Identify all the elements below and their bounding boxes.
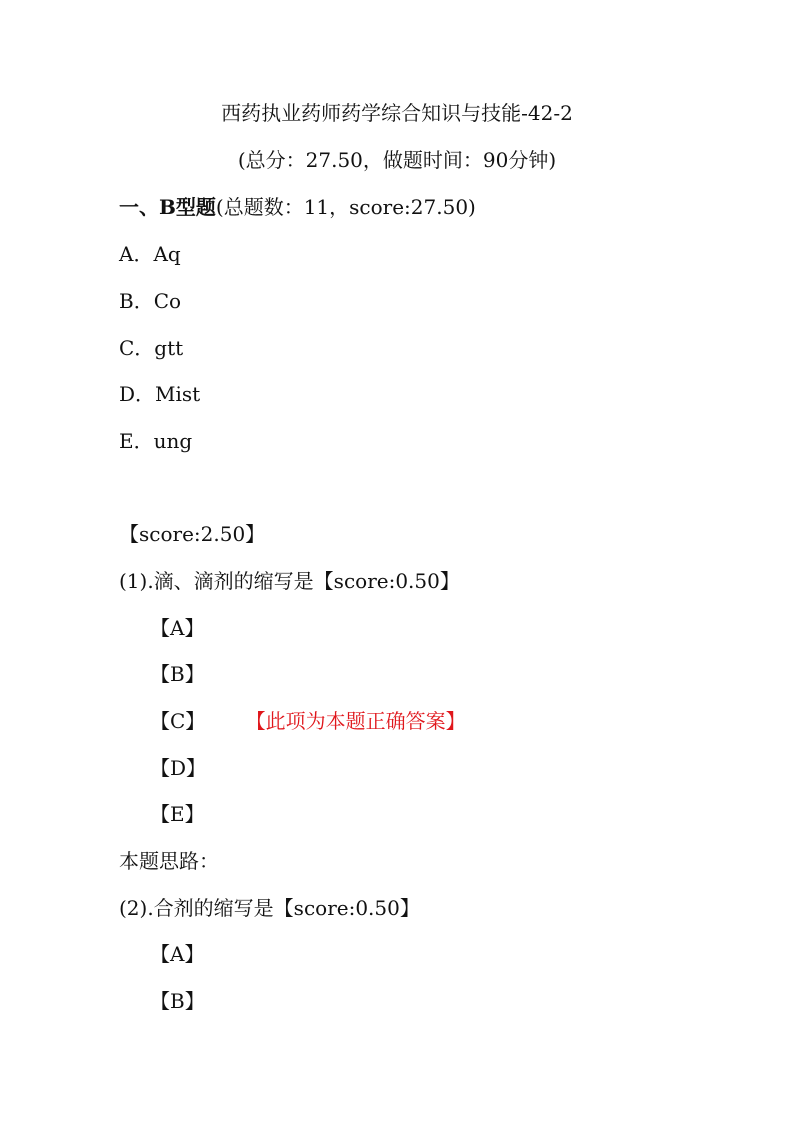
option-e: E．ung (119, 429, 193, 453)
question-1-choice-c (150, 707, 466, 735)
section-heading (119, 193, 476, 221)
document-subtitle: (总分：27.50，做题时间：90分钟) (237, 148, 557, 172)
question-2-choice-a: 【A】 (150, 942, 205, 966)
question-2-text: (2).合剂的缩写是【score:0.50】 (119, 896, 420, 920)
question-1-analysis-label: 本题思路： (119, 849, 219, 873)
question-1-choice-a: 【A】 (150, 616, 205, 640)
option-d: D．Mist (119, 382, 201, 406)
document-title: 西药执业药师药学综合知识与技能-42-2 (221, 101, 573, 125)
question-2-choice-b: 【B】 (150, 989, 205, 1013)
correct-answer-note: 【此项为本题正确答案】 (245, 709, 466, 733)
option-c: C．gtt (119, 336, 184, 360)
section-heading-meta: (总题数：11，score:27.50) (215, 195, 476, 219)
group-score: 【score:2.50】 (119, 522, 266, 546)
option-a: A．Aq (119, 242, 181, 266)
section-heading-type: 一、B型题 (119, 195, 216, 219)
question-1-text: (1).滴、滴剂的缩写是【score:0.50】 (119, 569, 460, 593)
option-b: B．Co (119, 289, 182, 313)
choice-label: 【C】 (150, 709, 206, 733)
question-1-choice-e: 【E】 (150, 802, 205, 826)
question-1-choice-d: 【D】 (150, 756, 207, 780)
question-1-choice-b: 【B】 (150, 662, 205, 686)
